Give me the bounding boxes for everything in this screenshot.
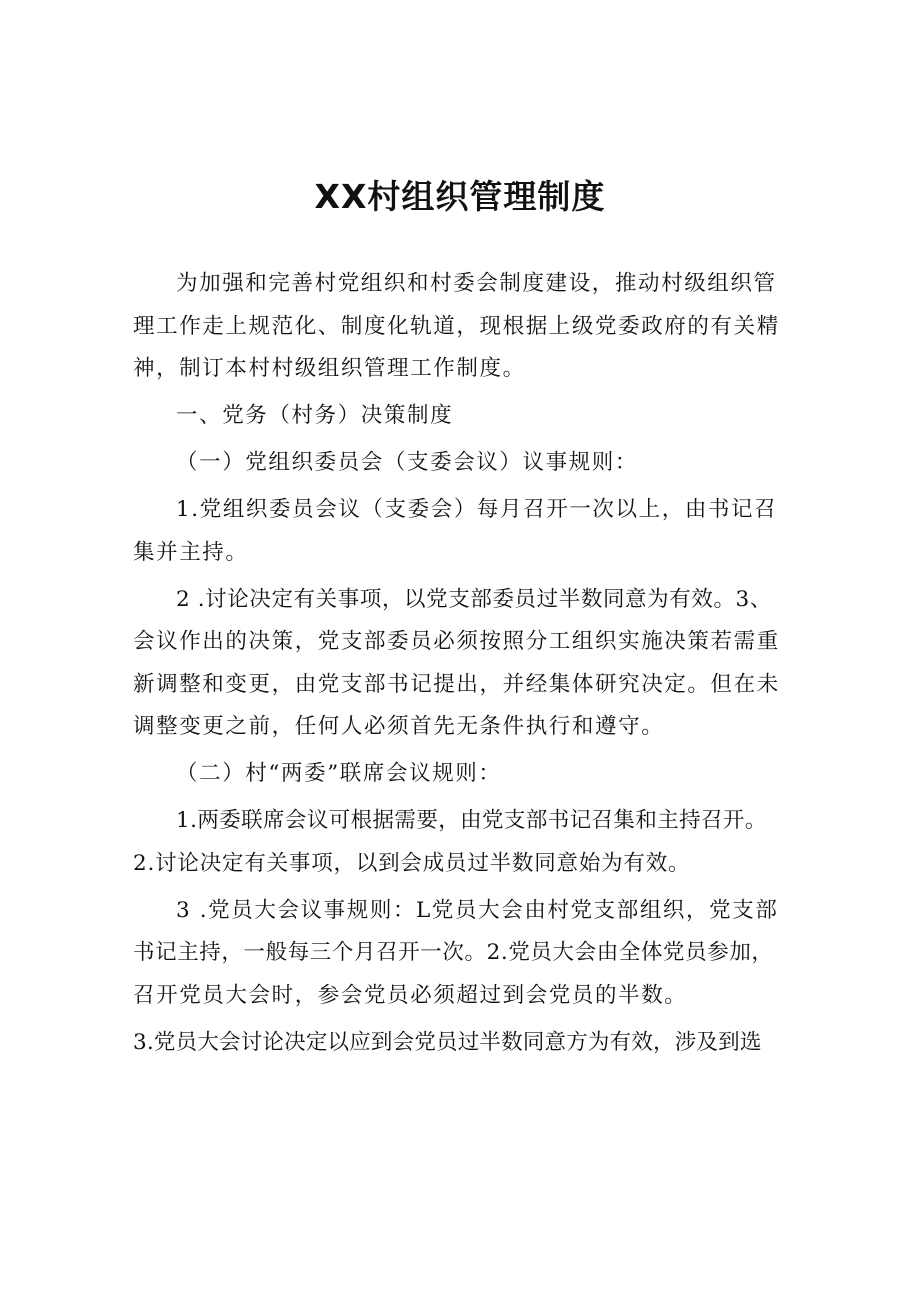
rule-paragraph bbox=[133, 890, 805, 1018]
text-line: 调整变更之前，任何人必须首先无条件执行和遵守。 bbox=[133, 714, 665, 739]
text-line: 新调整和变更，由党支部书记提出，并经集体研究决定。但在未 bbox=[133, 671, 780, 697]
section-heading-text: 一、党务（村务）决策制度 bbox=[176, 403, 454, 428]
section-heading bbox=[133, 395, 805, 438]
text-line: 召开党员大会时，参会党员必须超过到会党员的半数。 bbox=[133, 982, 688, 1008]
document-body bbox=[133, 263, 805, 1069]
text-line: 为加强和完善村党组织和村委会制度建设，推动村级组织管 bbox=[176, 271, 777, 296]
text-line: 3.党员大会讨论决定以应到会党员过半数同意方为有效，涉及到选 bbox=[133, 1029, 762, 1055]
text-line: 3 .党员大会议事规则：L党员大会由村党支部组织，党支部 bbox=[176, 897, 779, 923]
subsection-heading-text: （一）党组织委员会（支委会议）议事规则： bbox=[176, 450, 639, 475]
subsection-heading-text: （二）村“两委”联席会议规则： bbox=[176, 761, 502, 786]
text-line: 2 .讨论决定有关事项，以党支部委员过半数同意为有效。3、 bbox=[176, 586, 772, 612]
intro-paragraph bbox=[133, 263, 805, 391]
text-line: 会议作出的决策，党支部委员必须按照分工组织实施决策若需重 bbox=[133, 629, 780, 654]
text-line: 2.讨论决定有关事项，以到会成员过半数同意始为有效。 bbox=[133, 850, 691, 876]
subsection-heading bbox=[133, 442, 805, 485]
rule-paragraph bbox=[133, 1022, 805, 1065]
text-line: 集并主持。 bbox=[133, 539, 249, 565]
rule-paragraph bbox=[133, 489, 805, 574]
rule-paragraph bbox=[133, 800, 805, 885]
rule-paragraph bbox=[133, 579, 805, 749]
text-line: 1.党组织委员会议（支委会）每月召开一次以上，由书记召 bbox=[176, 497, 778, 522]
subsection-heading bbox=[133, 753, 805, 796]
text-line: 1.两委联席会议可根据需要，由党支部书记召集和主持召开。 bbox=[176, 808, 767, 833]
text-line: 神，制订本村村级组织管理工作制度。 bbox=[133, 356, 526, 381]
text-line: 书记主持，一般每三个月召开一次。2.党员大会由全体党员参加， bbox=[133, 940, 774, 965]
text-line: 理工作走上规范化、制度化轨道，现根据上级党委政府的有关精 bbox=[133, 313, 780, 339]
document-title: XX村组织管理制度 bbox=[314, 177, 606, 216]
